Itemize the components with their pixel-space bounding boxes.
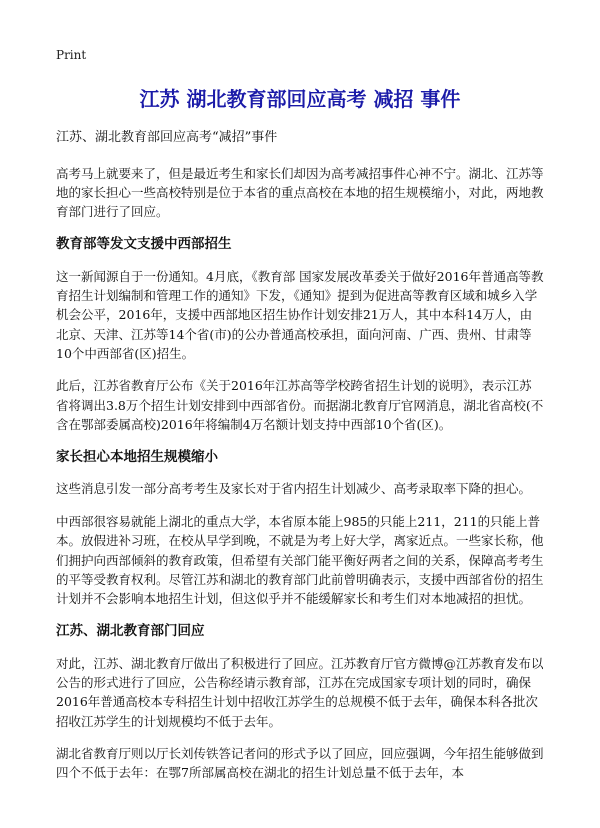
print-link[interactable]: Print: [56, 48, 87, 62]
section-heading-ministry: 教育部等发文支援中西部招生: [56, 235, 232, 252]
paragraph-intro: 高考马上就要来了，但是最近考生和家长们却因为高考减招事件心神不宁。湖北、江苏等地的家长担心一些高校特别是位于本省的重点高校在本地的招生规模缩小，对此，两地教育部门进行了回应。: [56, 165, 544, 220]
section-heading-parents: 家长担心本地招生规模缩小: [56, 448, 218, 465]
paragraph-notice: 这一新闻源自于一份通知。4月底，《教育部 国家发展改革委关于做好2016年普通高等教育招生计划编制和管理工作的通知》下发，《通知》提到为促进高等教育区域和城乡入学机会公平，2016年，支援中西部地区招生协作计划安排21万人，其中本科14万人，由北京、天津、江苏等14个省(市)的公办普通高校承担，面向河南、广西、贵州、甘肃等10个中西部省(区)招生。: [56, 268, 544, 362]
paragraph-hubei-response: 湖北省教育厅则以厅长刘传铁答记者问的形式予以了回应，回应强调，今年招生能够做到四个不低于去年：在鄂7所部属高校在湖北的招生计划总量不低于去年，本: [56, 746, 544, 781]
paragraph-parents-detail: 中西部很容易就能上湖北的重点大学，本省原本能上985的只能上211，211的只能上普本。放假进补习班，在校从早学到晚，不就是为考上好大学，离家近点。一些家长称，他们拥护向西部倾斜的教育政策，但希望有关部门能平衡好两者之间的关系，保障高考考生的平等受教育权利。尽管江苏和湖北的教育部门此前曾明确表示，支援中西部省份的招生计划并不会影响本地招生计划，但这似乎并不能缓解家长和考生们对本地减招的担忧。: [56, 513, 544, 607]
paragraph-plans: 此后，江苏省教育厅公布《关于2016年江苏高等学校跨省招生计划的说明》，表示江苏省将调出3.8万个招生计划安排到中西部省份。而据湖北教育厅官网消息，湖北省高校(不含在鄂部委属高校)2016年将编制4万名额计划支持中西部10个省(区)。: [56, 378, 544, 433]
paragraph-jiangsu-response: 对此，江苏、湖北教育厅做出了积极进行了回应。江苏教育厅官方微博@江苏教育发布以公告的形式进行了回应，公告称经请示教育部，江苏在完成国家专项计划的同时，确保2016年普通高校本专科招生计划中招收江苏学生的总规模不低于去年，确保本科各批次招收江苏学生的计划规模均不低于去年。: [56, 655, 544, 729]
section-heading-response: 江苏、湖北教育部门回应: [56, 622, 205, 639]
page-title: 江苏 湖北教育部回应高考 减招 事件: [139, 87, 461, 111]
paragraph-concern: 这些消息引发一部分高考考生及家长对于省内招生计划减少、高考录取率下降的担心。: [56, 481, 532, 497]
article-subtitle: 江苏、湖北教育部回应高考“减招”事件: [56, 130, 278, 145]
